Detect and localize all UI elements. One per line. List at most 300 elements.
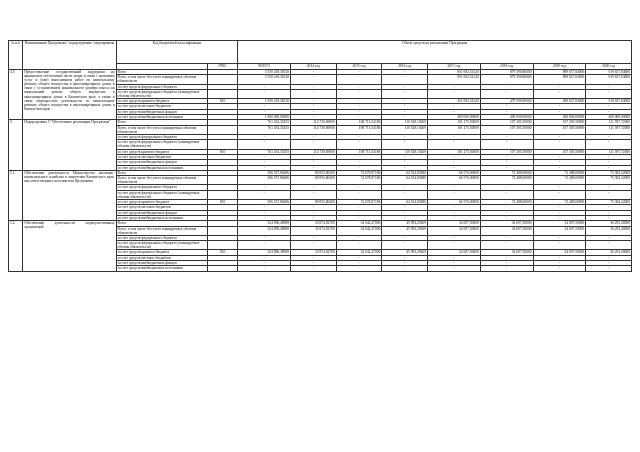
funding-source-label: за счет средств внебюджетных источников <box>116 165 207 170</box>
funding-source-label: Всего <box>116 170 207 175</box>
budget-table-sheet <box>8 40 632 272</box>
year-value: - <box>336 84 382 89</box>
year-value: 879 590,80000 <box>480 75 533 84</box>
year-value: - <box>336 75 382 84</box>
year-value: - <box>480 185 533 190</box>
year-value: 34 697,50000 <box>533 221 586 226</box>
header-year: 2017 год <box>428 64 481 70</box>
year-value: - <box>586 185 632 190</box>
year-value: 36 293,40000 <box>586 226 632 235</box>
year-value: - <box>336 165 382 170</box>
total-value: - <box>238 109 291 114</box>
header-num: № п/п <box>9 41 23 70</box>
year-value: - <box>586 235 632 240</box>
year-value: - <box>336 185 382 190</box>
grbs-code <box>207 75 237 84</box>
year-value: - <box>382 160 428 165</box>
year-value: 101 275,50000 <box>428 120 481 125</box>
grbs-code <box>207 241 237 250</box>
funding-source-label: за счет средств краевого бюджета <box>116 250 207 255</box>
year-value: - <box>428 210 481 215</box>
year-value: - <box>428 154 481 159</box>
total-value: - <box>238 134 291 139</box>
year-value: - <box>428 235 481 240</box>
year-value: - <box>533 165 586 170</box>
year-value: 111 597,72000 <box>586 125 632 134</box>
year-value: - <box>428 241 481 250</box>
year-value: - <box>382 70 428 75</box>
year-value: - <box>480 215 533 220</box>
year-value: 45 993,29269 <box>382 221 428 226</box>
year-value: - <box>291 266 337 271</box>
year-value: - <box>336 99 382 104</box>
year-value: 400 000,00000 <box>428 115 481 120</box>
year-value: - <box>480 261 533 266</box>
year-value: - <box>382 99 428 104</box>
grbs-code: 810 <box>207 250 237 255</box>
grbs-code <box>207 176 237 185</box>
year-value: 72 488,00000 <box>480 199 533 204</box>
funding-source-label: за счет средств внебюджетных фондов <box>116 160 207 165</box>
year-value: 34 042,47000 <box>336 226 382 235</box>
year-value: - <box>586 241 632 250</box>
funding-source-label: за счет средств местных бюджетов <box>116 154 207 159</box>
year-value: - <box>382 266 428 271</box>
total-value: 3 550 418,38120 <box>238 70 291 75</box>
header-year: 2015 год <box>336 64 382 70</box>
year-value: - <box>336 235 382 240</box>
year-value: - <box>480 109 533 114</box>
year-value: - <box>336 266 382 271</box>
year-value: - <box>533 154 586 159</box>
year-value: - <box>480 266 533 271</box>
section-name: Предоставление государственной поддержки на финансовое обеспечение части затрат в связи с оказанием услуг и (или) выполнением работ по капитальному ремонту общего имущества в многоквартирных домах в связи с установлением минимального размера взноса на капитальный ремонт общего имущества в многоквартирных домах в Камчатском крае, а также в связи очередностью деятельности по капитальному ремонту общего имущества в многоквартирных домах в Камчатском крае <box>23 70 116 120</box>
year-value: - <box>291 84 337 89</box>
year-value: - <box>533 261 586 266</box>
year-value: - <box>428 84 481 89</box>
year-value: - <box>428 205 481 210</box>
year-value: 74 678,87186 <box>336 199 382 204</box>
header-year: 2018 год <box>480 64 533 70</box>
year-value: - <box>480 190 533 199</box>
header-year: 2019 год <box>533 64 586 70</box>
year-value: 400 000,00000 <box>480 115 533 120</box>
year-value: 110 528,10269 <box>382 125 428 134</box>
year-value: 66 576,00000 <box>428 199 481 204</box>
section-number: 4.5 <box>9 70 23 120</box>
year-value: - <box>480 241 533 250</box>
funding-source-label: за счет средств федерального бюджета <box>116 84 207 89</box>
year-value: - <box>428 185 481 190</box>
total-value: - <box>238 210 291 215</box>
year-value: 101 275,50000 <box>428 149 481 154</box>
funding-source-label: Всего <box>116 120 207 125</box>
section-number: 5.2. <box>9 221 23 271</box>
year-value: 34 042,47000 <box>336 250 382 255</box>
year-value: 36 293,40000 <box>586 250 632 255</box>
funding-source-label: за счет средств местных бюджетов <box>116 255 207 260</box>
year-value: - <box>586 261 632 266</box>
year-value: - <box>291 185 337 190</box>
year-value: 110 528,10269 <box>382 120 428 125</box>
year-value: - <box>382 104 428 109</box>
funding-source-label: за счет средств федерального бюджета (планируемые объемы обязательств) <box>116 89 207 98</box>
year-value: - <box>586 154 632 159</box>
year-value: - <box>336 134 382 139</box>
year-value: - <box>382 205 428 210</box>
year-value: 33 874,82700 <box>291 221 337 226</box>
total-value: - <box>238 84 291 89</box>
year-value: - <box>291 190 337 199</box>
year-value: - <box>480 210 533 215</box>
year-value: - <box>533 185 586 190</box>
year-value: - <box>382 185 428 190</box>
header-row <box>9 41 632 64</box>
year-value: - <box>291 89 337 98</box>
year-value: - <box>586 210 632 215</box>
year-value: - <box>382 210 428 215</box>
year-value: 80 855,86300 <box>291 170 337 175</box>
year-value: - <box>586 160 632 165</box>
year-value: - <box>428 104 481 109</box>
year-value: - <box>382 89 428 98</box>
year-value: - <box>428 266 481 271</box>
funding-source-label: за счет средств краевого бюджета <box>116 149 207 154</box>
total-value: - <box>238 190 291 199</box>
year-value: 110 528,10269 <box>382 149 428 154</box>
year-value: - <box>533 205 586 210</box>
funding-source-label: Всего <box>116 70 207 75</box>
year-value: 919 657,84000 <box>586 70 632 75</box>
header-program-name: Наименование Программы / подпрограммы / мероприятия <box>23 41 116 70</box>
total-value: 254 896,48969 <box>238 250 291 255</box>
year-value: - <box>382 154 428 159</box>
year-value: 66 576,00000 <box>428 176 481 185</box>
year-value: - <box>586 140 632 149</box>
section-name: Обеспечение деятельности Министерства жилищно-коммунального хозяйства и энергетики Камчатского края, как ответственного исполнителя Программы <box>23 170 116 220</box>
year-value: - <box>480 140 533 149</box>
year-value: - <box>382 190 428 199</box>
year-value: - <box>291 215 337 220</box>
total-value: 3 550 418,38120 <box>238 75 291 84</box>
header-kbk: Код бюджетной классификации <box>116 41 238 64</box>
grbs-code <box>207 190 237 199</box>
year-value: 72 488,00000 <box>480 170 533 175</box>
year-value: - <box>291 75 337 84</box>
year-value: - <box>586 89 632 98</box>
total-value: 506 557,86486 <box>238 199 291 204</box>
year-value: - <box>480 165 533 170</box>
year-value: 34 697,50000 <box>428 250 481 255</box>
year-value: 33 874,82700 <box>291 226 337 235</box>
year-value: - <box>428 255 481 260</box>
year-value: 879 590,80000 <box>480 70 533 75</box>
year-value: - <box>480 205 533 210</box>
year-value: - <box>586 165 632 170</box>
year-value: 479 590,80000 <box>480 99 533 104</box>
year-value: 80 855,86300 <box>291 176 337 185</box>
year-value: - <box>336 160 382 165</box>
year-value: 34 697,50000 <box>428 221 481 226</box>
year-value: - <box>336 70 382 75</box>
year-value: 34 697,50000 <box>480 226 533 235</box>
year-value: - <box>586 109 632 114</box>
year-value: - <box>533 190 586 199</box>
total-value: 506 557,86486 <box>238 176 291 185</box>
year-value: 72 488,00000 <box>533 170 586 175</box>
year-value: - <box>336 115 382 120</box>
funding-source-label: за счет средств краевого бюджета <box>116 199 207 204</box>
year-value: - <box>480 255 533 260</box>
year-value: 851 692,54120 <box>428 75 481 84</box>
year-value: 851 692,54120 <box>428 70 481 75</box>
grbs-code: 810 <box>207 149 237 154</box>
year-value: - <box>428 190 481 199</box>
total-value: - <box>238 261 291 266</box>
year-value: - <box>382 241 428 250</box>
year-value: - <box>480 154 533 159</box>
year-value: - <box>533 84 586 89</box>
budget-table-body <box>9 41 632 272</box>
year-value: 899 657,84000 <box>533 70 586 75</box>
total-value: - <box>238 205 291 210</box>
year-value: 80 855,86300 <box>291 199 337 204</box>
year-value: 107 305,50000 <box>480 125 533 134</box>
total-value: 506 557,86486 <box>238 170 291 175</box>
year-value: - <box>291 205 337 210</box>
total-value: - <box>238 140 291 149</box>
year-value: 34 697,50000 <box>533 226 586 235</box>
year-value: 45 993,29269 <box>382 250 428 255</box>
funding-source-label: за счет средств внебюджетных фондов <box>116 210 207 215</box>
year-value: - <box>336 104 382 109</box>
total-value: - <box>238 154 291 159</box>
year-value: - <box>382 109 428 114</box>
total-value: 254 896,48969 <box>238 221 291 226</box>
year-value: - <box>291 154 337 159</box>
year-value: 107 305,50000 <box>533 125 586 134</box>
year-value: - <box>586 205 632 210</box>
year-value: 74 678,87186 <box>336 170 382 175</box>
header-year: 2014 год <box>291 64 337 70</box>
year-value: 34 697,50000 <box>480 221 533 226</box>
year-value: - <box>382 235 428 240</box>
year-value: - <box>533 241 586 250</box>
year-value: 75 384,32000 <box>586 170 632 175</box>
year-value: - <box>533 235 586 240</box>
grbs-code <box>207 89 237 98</box>
section-number: 5.1. <box>9 170 23 220</box>
funding-source-label: за счет средств федерального бюджета <box>116 134 207 139</box>
year-value: - <box>533 140 586 149</box>
total-value: - <box>238 89 291 98</box>
year-value: - <box>480 84 533 89</box>
total-value: - <box>238 160 291 165</box>
year-value: 499 657,84000 <box>533 99 586 104</box>
year-value: - <box>428 160 481 165</box>
total-value: - <box>238 165 291 170</box>
year-value: 114 730,69000 <box>291 120 337 125</box>
year-value: - <box>480 235 533 240</box>
year-value: - <box>428 109 481 114</box>
budget-table <box>8 40 632 272</box>
year-value: - <box>533 215 586 220</box>
year-value: 108 713,54186 <box>336 125 382 134</box>
year-value: - <box>336 190 382 199</box>
grbs-code <box>207 226 237 235</box>
year-value: - <box>586 134 632 139</box>
grbs-code <box>207 140 237 149</box>
year-value: - <box>336 89 382 98</box>
year-value: 66 576,00000 <box>428 170 481 175</box>
year-value: - <box>586 104 632 109</box>
total-value: 761 454,35455 <box>238 120 291 125</box>
year-value: 75 384,32000 <box>586 199 632 204</box>
funding-source-label: за счет средств внебюджетных источников <box>116 115 207 120</box>
total-value: 761 454,35455 <box>238 149 291 154</box>
header-total: ВСЕГО <box>238 64 291 70</box>
year-value: - <box>336 154 382 159</box>
total-value: - <box>238 235 291 240</box>
year-value: - <box>382 165 428 170</box>
year-value: 64 534,83080 <box>382 170 428 175</box>
year-value: - <box>480 89 533 98</box>
year-value: 101 275,50000 <box>428 125 481 134</box>
year-value: - <box>382 84 428 89</box>
year-value: 114 730,69000 <box>291 149 337 154</box>
year-value: 74 678,87186 <box>336 176 382 185</box>
total-value: 1 950 418,38120 <box>238 99 291 104</box>
funding-source-label: за счет средств федерального бюджета <box>116 185 207 190</box>
funding-source-label: за счет средств федерального бюджета (планируемые объемы обязательств) <box>116 241 207 250</box>
year-value: - <box>291 115 337 120</box>
year-value: - <box>291 255 337 260</box>
year-value: - <box>382 140 428 149</box>
year-value: - <box>336 205 382 210</box>
year-value: - <box>428 165 481 170</box>
header-volume: Объем средств на реализацию Программы <box>238 41 632 64</box>
funding-source-label: за счет средств местных бюджетов <box>116 205 207 210</box>
year-value: - <box>382 215 428 220</box>
year-value: - <box>291 241 337 250</box>
year-value: - <box>428 140 481 149</box>
year-value: - <box>586 266 632 271</box>
year-value: - <box>291 134 337 139</box>
year-value: - <box>428 261 481 266</box>
year-value: - <box>428 89 481 98</box>
year-value: - <box>480 134 533 139</box>
year-value: 400 000,00000 <box>586 115 632 120</box>
year-value: 519 657,84000 <box>586 99 632 104</box>
year-value: - <box>291 70 337 75</box>
year-value: 451 692,54120 <box>428 99 481 104</box>
year-value: 107 305,50000 <box>480 120 533 125</box>
total-value: - <box>238 185 291 190</box>
year-value: - <box>480 104 533 109</box>
section-name: Обеспечение деятельности подведомственных организаций <box>23 221 116 271</box>
total-value: - <box>238 255 291 260</box>
year-value: - <box>533 89 586 98</box>
year-value: 114 730,69000 <box>291 125 337 134</box>
year-value: - <box>336 140 382 149</box>
header-grbs: ГРБС <box>207 64 237 70</box>
funding-source-label: Всего <box>116 221 207 226</box>
year-value: 72 488,00000 <box>533 176 586 185</box>
year-value: - <box>428 215 481 220</box>
year-value: 72 488,00000 <box>533 199 586 204</box>
year-value: - <box>533 104 586 109</box>
year-value: 919 657,84000 <box>586 75 632 84</box>
grbs-code <box>207 266 237 271</box>
year-value: 33 874,82700 <box>291 250 337 255</box>
funding-source-label: Всего, в том числе без учета планируемых объемов обязательств <box>116 125 207 134</box>
year-value: - <box>586 215 632 220</box>
year-value: - <box>533 160 586 165</box>
year-value: - <box>291 235 337 240</box>
year-value: - <box>533 255 586 260</box>
funding-source-label: Всего, в том числе без учета планируемых объемов обязательств <box>116 75 207 84</box>
total-value: - <box>238 266 291 271</box>
year-value: - <box>291 261 337 266</box>
year-value: 75 384,32000 <box>586 176 632 185</box>
funding-source-label: Всего, в том числе без учета планируемых объемов обязательств <box>116 176 207 185</box>
section-name: Подпрограмма 5 "Обеспечение реализации Программы" <box>23 120 116 170</box>
grbs-code: 810 <box>207 199 237 204</box>
year-value: - <box>533 109 586 114</box>
year-value: - <box>533 134 586 139</box>
funding-source-label: за счет средств внебюджетных фондов <box>116 261 207 266</box>
year-value: 45 993,29269 <box>382 226 428 235</box>
year-value: - <box>382 261 428 266</box>
funding-source-label: за счет средств федерального бюджета <box>116 235 207 240</box>
header-year: 2020 год <box>586 64 632 70</box>
year-value: - <box>291 210 337 215</box>
year-value: - <box>586 255 632 260</box>
year-value: - <box>336 109 382 114</box>
year-value: 34 697,50000 <box>428 226 481 235</box>
year-value: - <box>586 190 632 199</box>
year-value: 111 597,72000 <box>586 120 632 125</box>
funding-source-label: за счет средств внебюджетных источников <box>116 266 207 271</box>
year-value: - <box>533 210 586 215</box>
year-value: - <box>586 84 632 89</box>
year-value: - <box>291 104 337 109</box>
year-value: 34 042,47000 <box>336 221 382 226</box>
year-value: 64 534,83080 <box>382 199 428 204</box>
year-value: - <box>336 215 382 220</box>
year-value: - <box>382 255 428 260</box>
year-value: - <box>291 109 337 114</box>
year-value: - <box>382 115 428 120</box>
year-value: - <box>336 241 382 250</box>
year-value: 34 697,50000 <box>480 250 533 255</box>
year-value: - <box>382 134 428 139</box>
funding-source-label: Всего, в том числе без учета планируемых объемов обязательств <box>116 226 207 235</box>
section-number: 5. <box>9 120 23 170</box>
total-value: 254 896,48969 <box>238 226 291 235</box>
year-value: - <box>291 140 337 149</box>
year-value: - <box>291 165 337 170</box>
year-value: 108 713,54186 <box>336 120 382 125</box>
total-value: - <box>238 104 291 109</box>
funding-source-label: за счет средств внебюджетных фондов <box>116 109 207 114</box>
year-value: - <box>428 134 481 139</box>
year-value: - <box>336 210 382 215</box>
year-value: - <box>336 261 382 266</box>
year-value: 107 305,50000 <box>480 149 533 154</box>
grbs-code: 810 <box>207 99 237 104</box>
year-value: - <box>480 160 533 165</box>
